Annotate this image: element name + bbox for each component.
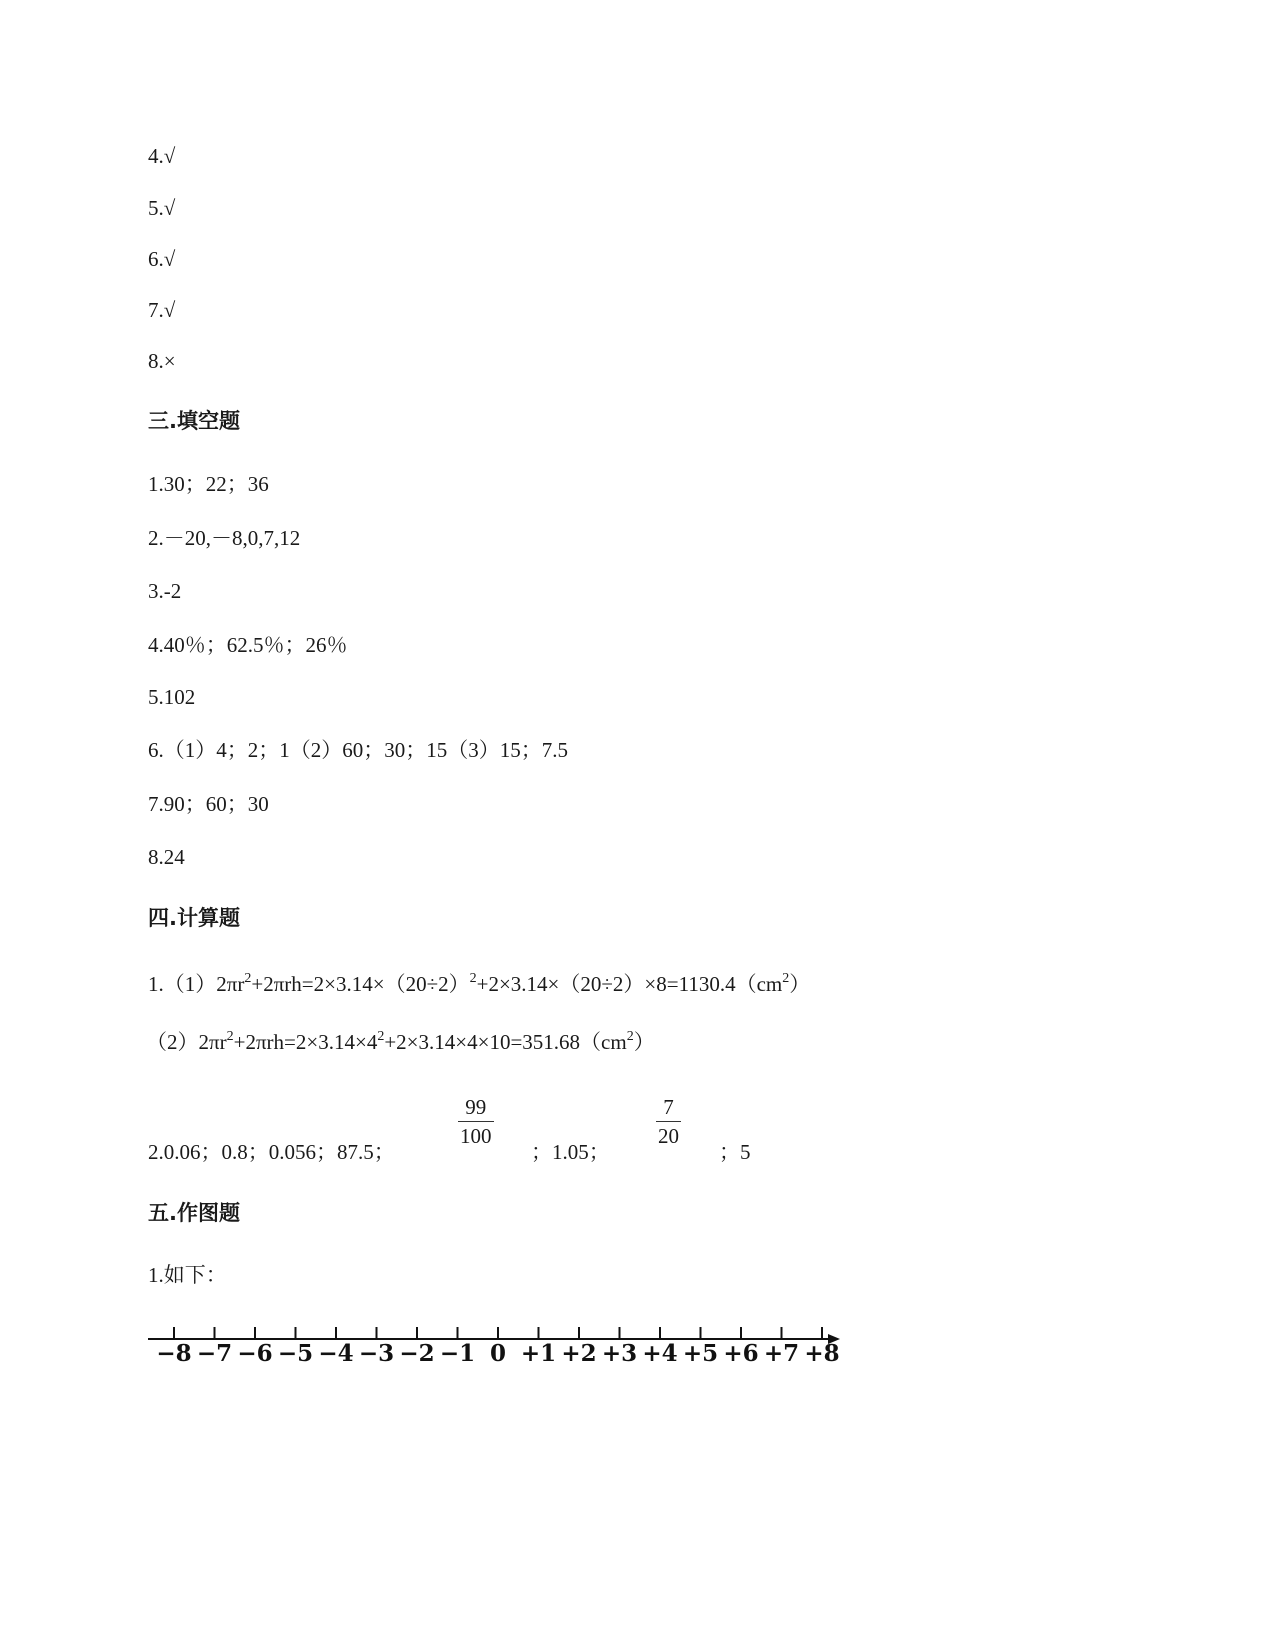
section5-title: 五.作图题 [148,1201,240,1225]
number-line-label: −3 [358,1340,395,1367]
section3-title: 三.填空题 [148,409,240,433]
section3-item-2: 2.－20,－8,0,7,12 [148,526,301,550]
part2-item-4: 4.√ [148,144,176,168]
part2-item-8: 8.× [148,349,176,373]
number-line-label: +1 [520,1340,557,1367]
calc-q1p1-b: +2πrh=2×3.14×（20÷2） [251,972,470,996]
calc-q1p2-a: （2）2πr [146,1030,227,1054]
number-line-label: +5 [682,1340,719,1367]
section3-item-6: 6.（1）4；2；1（2）60；30；15（3）15；7.5 [148,738,568,762]
section3-item-7: 7.90；60；30 [148,792,269,816]
calc-q1p1-c: +2×3.14×（20÷2）×8=1130.4（cm [476,972,783,996]
number-line-label: −5 [277,1340,314,1367]
part2-item-7: 7.√ [148,298,176,322]
section3-item-8: 8.24 [148,845,185,869]
number-line-label: −1 [439,1340,476,1367]
number-line-label: 0 [489,1340,507,1367]
part2-item-5: 5.√ [148,196,176,220]
number-line-label: −4 [318,1340,354,1367]
fraction-numerator: 7 [663,1095,674,1119]
exponent: 2 [782,971,790,986]
fraction-numerator: 99 [465,1095,487,1119]
number-line-label: +2 [561,1340,597,1367]
section3-item-5: 5.102 [148,685,196,709]
number-line-label: −6 [237,1340,273,1367]
number-line-label: +6 [723,1340,759,1367]
calc-q2-prefix: 2.0.06；0.8；0.056；87.5； [148,1140,395,1164]
calc-q1p2-c: +2×3.14×4×10=351.68（cm [384,1030,627,1054]
calc-q1p1-d: ） [789,972,811,996]
number-line-label: −8 [156,1340,192,1367]
section3-item-4: 4.40％；62.5％；26％ [148,633,348,657]
number-line-label: −7 [196,1340,233,1367]
section3-item-1: 1.30；22；36 [148,472,269,496]
section3-item-3: 3.-2 [148,579,182,603]
calc-q1p2-b: +2πrh=2×3.14×4 [233,1030,378,1054]
exponent: 2 [244,971,252,986]
number-line-label: −2 [399,1340,435,1367]
exponent: 2 [377,1029,385,1044]
exponent: 2 [226,1029,234,1044]
number-line-label: +8 [804,1340,840,1367]
calc-q1p2-d: ） [633,1030,655,1054]
calc-q2-sep2: ；5 [719,1140,751,1164]
calc-q2-sep1: ；1.05； [531,1140,610,1164]
fraction-denominator: 20 [658,1124,679,1148]
part2-item-6: 6.√ [148,247,176,271]
section4-title: 四.计算题 [148,906,240,930]
number-line-label: +4 [642,1340,678,1367]
exponent: 2 [469,971,477,986]
exponent: 2 [626,1029,634,1044]
fraction-denominator: 100 [460,1124,492,1148]
section5-item-1: 1.如下： [148,1263,227,1287]
number-line-label: +7 [763,1340,800,1367]
calc-q1p1-a: 1.（1）2πr [148,972,245,996]
number-line-label: +3 [601,1340,638,1367]
